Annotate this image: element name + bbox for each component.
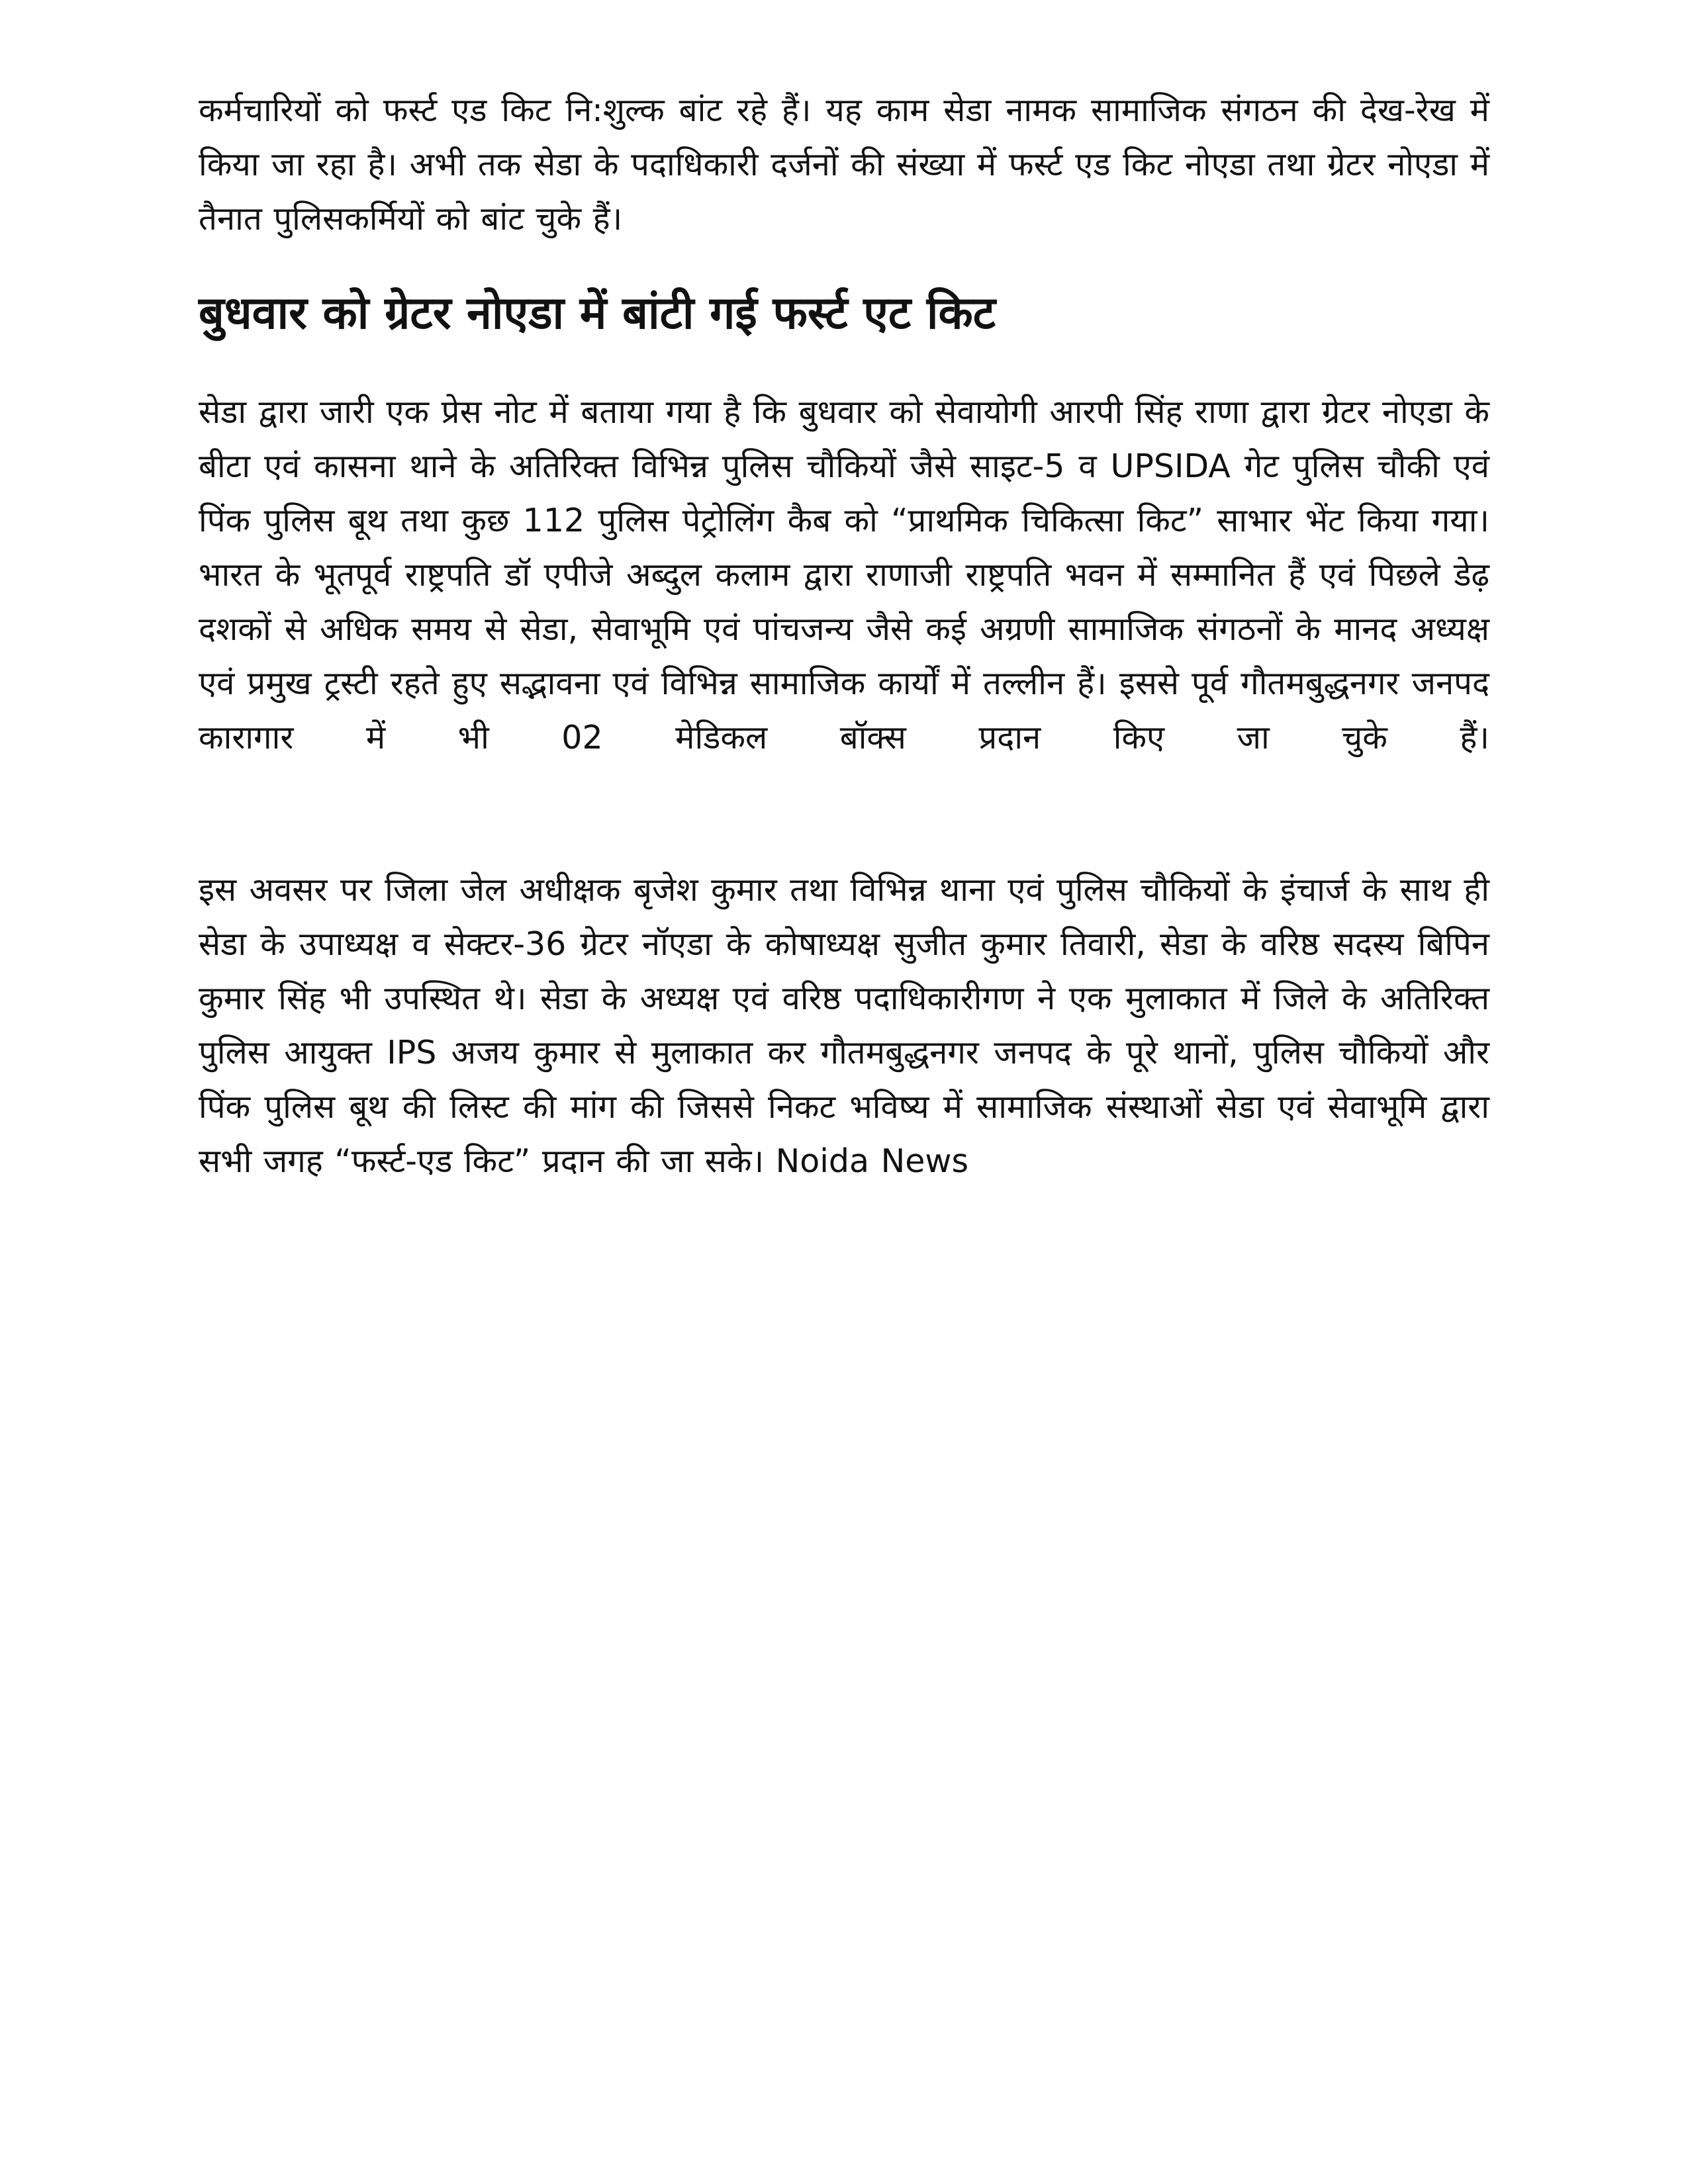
paragraph-attendees: इस अवसर पर जिला जेल अधीक्षक बृजेश कुमार तथा विभिन्न थाना एवं पुलिस चौकियों के इंचार्ज के साथ ही सेडा के उपाध्यक्ष व सेक्टर-36 ग्रेटर नॉएडा के कोषाध्यक्ष सुजीत कुमार तिवारी, सेडा के वरिष्ठ सदस्य बिपिन कुमार सिंह भी उपस्थित थे। सेडा के अध्यक्ष एवं वरिष्ठ पदाधिकारीगण ने एक मुलाकात में जिले के अतिरिक्त पुलिस आयुक्त IPS अजय कुमार से मुलाकात कर गौतमबुद्धनगर जनपद के पूरे थानों, पुलिस चौकियों और पिंक पुलिस बूथ की लिस्ट की मांग की जिससे निकट भविष्य में सामाजिक संस्थाओं सेडा एवं सेवाभूमि द्वारा सभी जगह “फर्स्ट-एड किट” प्रदान की जा सके। Noida News	[199, 871, 1489, 1180]
section-heading: बुधवार को ग्रेटर नोएडा में बांटी गई फर्स्ट एट किट	[199, 287, 996, 340]
paragraph-spacer	[199, 765, 1489, 863]
paragraph-intro: कर्मचारियों को फर्स्ट एड किट नि:शुल्क बांट रहे हैं। यह काम सेडा नामक सामाजिक संगठन की देख-रेख में किया जा रहा है। अभी तक सेडा के पदाधिकारी दर्जनों की संख्या में फर्स्ट एड किट नोएडा तथा ग्रेटर नोएडा में तैनात पुलिसकर्मियों को बांट चुके हैं।	[199, 91, 1489, 238]
article-body	[199, 83, 1489, 1189]
paragraph-press-note: सेडा द्वारा जारी एक प्रेस नोट में बताया गया है कि बुधवार को सेवायोगी आरपी सिंह राणा द्वारा ग्रेटर नोएडा के बीटा एवं कासना थाने के अतिरिक्त विभिन्न पुलिस चौकियों जैसे साइट-5 व UPSIDA गेट पुलिस चौकी एवं पिंक पुलिस बूथ तथा कुछ 112 पुलिस पेट्रोलिंग कैब को “प्राथमिक चिकित्सा किट” साभार भेंट किया गया। भारत के भूतपूर्व राष्ट्रपति डॉ एपीजे अब्दुल कलाम द्वारा राणाजी राष्ट्रपति भवन में सम्मानित हैं एवं पिछले डेढ़ दशकों से अधिक समय से सेडा, सेवाभूमि एवं पांचजन्य जैसे कई अग्रणी सामाजिक संगठनों के मानद अध्यक्ष एवं प्रमुख ट्रस्टी रहते हुए सद्भावना एवं विभिन्न सामाजिक कार्यों में तल्लीन हैं। इससे पूर्व गौतमबुद्धनगर जनपद कारागार में भी 02 मेडिकल बॉक्स प्रदान किए जा चुके हैं।	[199, 393, 1489, 756]
